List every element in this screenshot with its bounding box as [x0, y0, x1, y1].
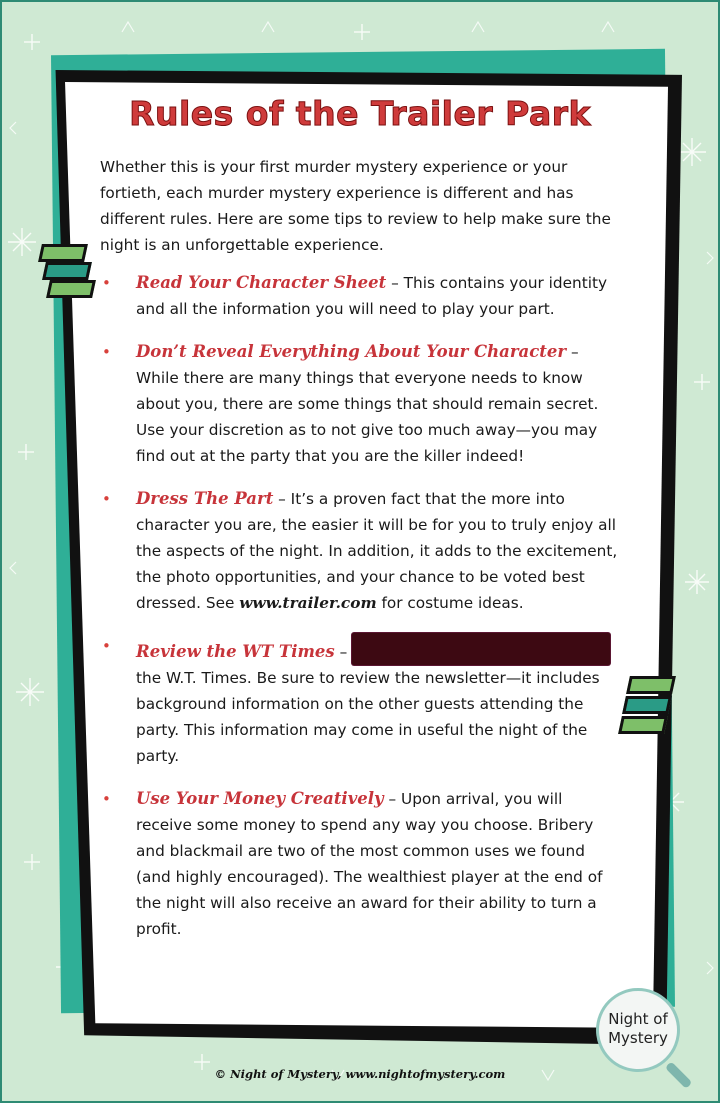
rule-title: Dress The Part	[136, 489, 274, 508]
bullet-icon: •	[102, 274, 111, 292]
rule-title: Don’t Reveal Everything About Your Character	[136, 342, 567, 361]
rule-body: – Upon arrival, you will receive some money to spend any way you choose. Bribery and blackmail are two of the most common uses we found (and highly encouraged). The wealthiest player at the end of the night will also receive an award for their ability to turn a profit.	[136, 790, 603, 938]
rule-item-money	[100, 786, 620, 942]
rule-body: the W.T. Times. Be sure to review the newsletter—it includes background information on the other guests attending the party. This information may come in useful the night of the party.	[136, 669, 600, 765]
rule-body: – It’s a proven fact that the more into character you are, the easier it will be for you to truly enjoy all the aspects of the night. In addition, it adds to the excitement, the photo opportunities, and your chance to be voted best dressed. See	[136, 490, 618, 612]
rule-title: Use Your Money Creatively	[136, 789, 384, 808]
costume-link[interactable]: www.trailer.com	[239, 594, 377, 612]
intro-paragraph: Whether this is your first murder mystery experience or your fortieth, each murder mystery experience is different and has different rules. Here are some tips to review to help make sure the night is an unforgettable experience.	[100, 158, 611, 254]
rule-body: – This contains your identity and all the information you will need to play your part.	[136, 274, 608, 318]
bullet-icon: •	[102, 343, 111, 361]
rules-content	[100, 154, 620, 959]
rule-item-character-sheet	[100, 270, 620, 322]
rule-item-dress-the-part	[100, 486, 620, 616]
rule-body: – While there are many things that everyone needs to know about you, there are some things that should remain secret. Use your discretion as to not give too much away—you may find out at the party that you are the killer indeed!	[136, 343, 599, 465]
rule-item-wt-times	[100, 633, 620, 769]
rule-item-dont-reveal	[100, 339, 620, 469]
bullet-icon: •	[102, 490, 111, 508]
rule-body-prefix: –	[334, 643, 353, 661]
logo-line-2: Mystery	[608, 1029, 668, 1047]
rules-list	[100, 270, 620, 942]
rule-title: Read Your Character Sheet	[136, 273, 387, 292]
redaction-block	[352, 633, 610, 665]
logo-line-1: Night of	[608, 1010, 668, 1028]
rule-body-after: for costume ideas.	[376, 594, 524, 612]
rule-title: Review the WT Times	[136, 642, 335, 661]
page-title: Rules of the Trailer Park	[129, 94, 591, 133]
copyright-footer: © Night of Mystery, www.nightofmystery.com	[214, 1067, 506, 1081]
bullet-icon: •	[102, 637, 111, 655]
logo-text	[596, 1010, 680, 1048]
bullet-icon: •	[102, 790, 111, 808]
